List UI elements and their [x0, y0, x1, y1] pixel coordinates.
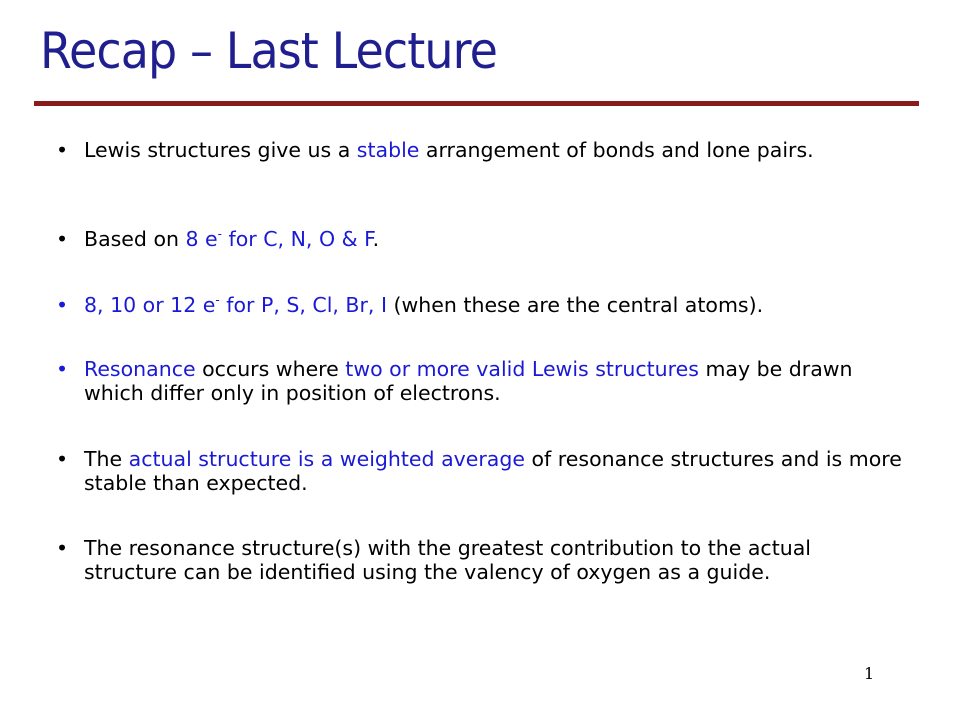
highlight-text: for P, S, Cl, Br, I: [219, 293, 388, 317]
bullet-item: [56, 447, 906, 495]
bullet-item: [56, 357, 906, 405]
bullet-text: may be drawn which differ only in position of electrons.: [84, 357, 853, 405]
highlight-text: stable: [356, 138, 420, 162]
bullet-text: occurs where: [195, 357, 346, 381]
bullet-text: of resonance structures and is more stable than expected.: [84, 447, 902, 495]
bullet-text: Based on: [84, 227, 186, 251]
bullet-dot-icon: •: [56, 293, 69, 317]
page-number: 1: [864, 664, 875, 683]
bullet-item: [56, 293, 906, 317]
bullet-dot-icon: •: [56, 357, 69, 381]
superscript: -: [217, 227, 223, 241]
highlight-text: actual structure is a weighted average: [128, 447, 525, 471]
bullet-text: (when these are the central atoms).: [387, 293, 764, 317]
bullet-dot-icon: •: [56, 447, 69, 471]
bullet-item: [56, 138, 906, 162]
bullet-item: [56, 536, 906, 584]
bullet-text: The resonance structure(s) with the greatest contribution to the actual structure can be identified using the valency of oxygen as a guide.: [84, 536, 811, 584]
highlight-text: Resonance: [84, 357, 196, 381]
title-divider: [34, 101, 919, 106]
bullet-text: arrangement of bonds and lone pairs.: [419, 138, 814, 162]
highlight-text: 8, 10 or 12 e: [84, 293, 216, 317]
bullet-text: The: [84, 447, 129, 471]
superscript: -: [215, 293, 220, 307]
highlight-text: two or more valid Lewis structures: [345, 357, 699, 381]
bullet-dot-icon: •: [56, 536, 69, 560]
bullet-text: .: [372, 227, 380, 251]
highlight-text: 8 e: [185, 227, 218, 251]
bullet-item: [56, 227, 906, 251]
bullet-text: Lewis structures give us a: [84, 138, 357, 162]
highlight-text: for C, N, O & F: [222, 227, 373, 251]
slide-title: Recap – Last Lecture: [40, 22, 497, 80]
bullet-dot-icon: •: [56, 138, 69, 162]
bullet-dot-icon: •: [56, 227, 69, 251]
